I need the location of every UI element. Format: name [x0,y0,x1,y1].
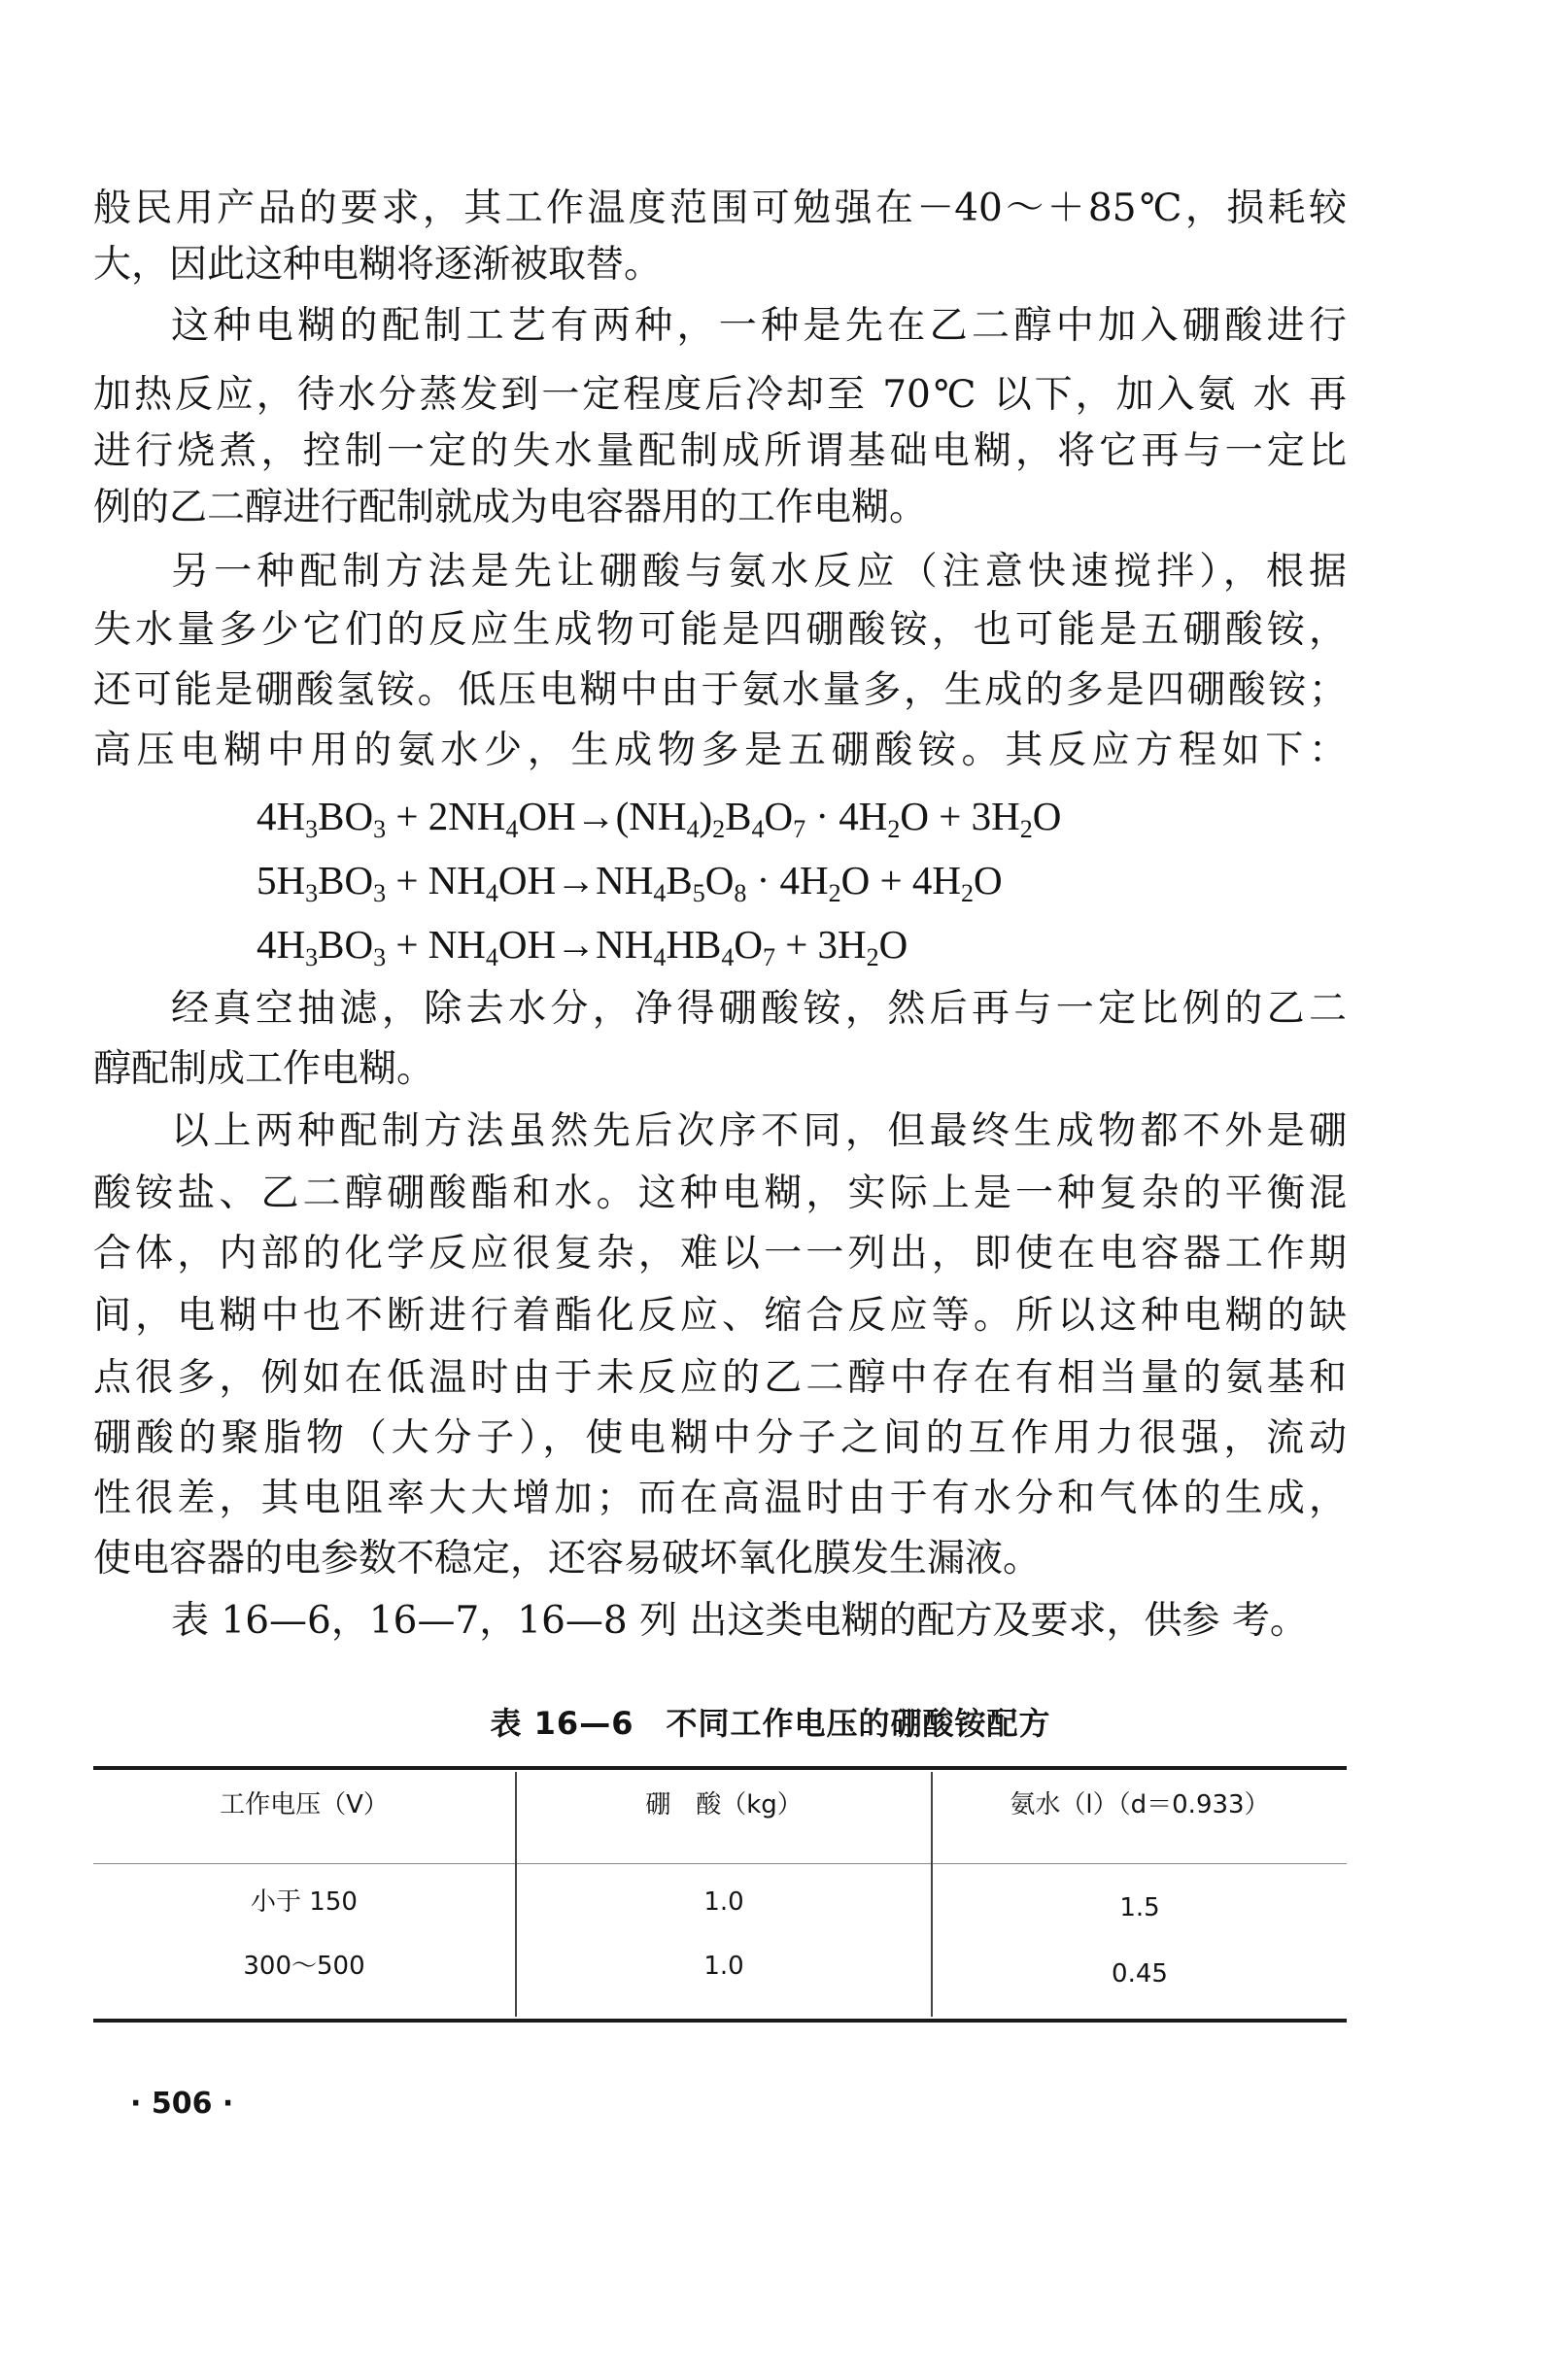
table-top-rule [93,1766,1347,1770]
text-line: 般民用产品的要求，其工作温度范围可勉强在－40～＋85℃，损耗较 [93,187,1347,230]
equation-2: $5H_3BO_3 + NH_4OH\to NH_4B_5O_8 \cdot 4H_2O + 4H_2O$ [257,858,1003,907]
text-line: 性很差，其电阻率大大增加；而在高温时由于有水分和气体的生成， [93,1477,1347,1520]
text-line: 高压电糊中用的氨水少，生成物多是五硼酸铵。其反应方程如下： [93,729,1347,772]
text-line: 合体，内部的化学反应很复杂，难以一一列出，即使在电容器工作期 [93,1232,1347,1275]
text-line: 以上两种配制方法虽然先后次序不同，但最终生成物都不外是硼 [171,1109,1347,1153]
table-cell: 1.0 [703,1887,744,1917]
table-header-boric-acid: 硼 酸（kg） [645,1790,803,1819]
table-header-ammonia: 氨水（l）（d＝0.933） [1010,1790,1270,1819]
table-cell: 300～500 [243,1952,365,1981]
table-title: 表 16—6 不同工作电压的硼酸铵配方 [490,1705,1051,1742]
text-line: 醇配制成工作电糊。 [93,1047,435,1091]
text-line: 使电容器的电参数不稳定，还容易破坏氧化膜发生漏液。 [93,1537,1042,1581]
table-cell: 0.45 [1112,1959,1168,1989]
text-line: 例的乙二醇进行配制就成为电容器用的工作电糊。 [93,486,928,529]
text-line: 进行烧煮，控制一定的失水量配制成所谓基础电糊，将它再与一定比 [93,429,1347,473]
equation-3: $4H_3BO_3 + NH_4OH\to NH_4HB_4O_7 + 3H_2O$ [257,922,908,971]
text-line: 经真空抽滤，除去水分，净得硼酸铵，然后再与一定比例的乙二 [171,987,1347,1031]
table-header-voltage: 工作电压（V） [220,1790,389,1819]
text-line: 大，因此这种电糊将逐渐被取替。 [93,243,663,287]
text-line: 表 16—6，16—7，16—8 列 出这类电糊的配方及要求，供参 考。 [171,1599,1308,1643]
text-line: 失水量多少它们的反应生成物可能是四硼酸铵，也可能是五硼酸铵， [93,608,1347,652]
text-line: 还可能是硼酸氢铵。低压电糊中由于氨水量多，生成的多是四硼酸铵； [93,668,1347,712]
table-cell: 1.0 [703,1952,744,1981]
table-header-rule [93,1863,1347,1864]
text-line: 加热反应，待水分蒸发到一定程度后冷却至 70℃ 以下，加入氨 水 再 [93,373,1347,417]
text-line: 另一种配制方法是先让硼酸与氨水反应（注意快速搅拌），根据 [171,550,1347,594]
text-line: 硼酸的聚脂物（大分子），使电糊中分子之间的互作用力很强，流动 [93,1416,1347,1460]
equation-1: $4H_3BO_3 + 2NH_4OH\to(NH_4)_2B_4O_7 \cdot 4H_2O + 3H_2O$ [257,794,1062,843]
table-cell: 小于 150 [251,1887,358,1917]
text-line: 酸铵盐、乙二醇硼酸酯和水。这种电糊，实际上是一种复杂的平衡混 [93,1172,1347,1215]
text-line: 这种电糊的配制工艺有两种，一种是先在乙二醇中加入硼酸进行 [171,304,1347,348]
text-line: 间，电糊中也不断进行着酯化反应、缩合反应等。所以这种电糊的缺 [93,1294,1347,1338]
table-bottom-rule [93,2019,1347,2023]
table-cell: 1.5 [1119,1893,1160,1922]
text-line: 点很多，例如在低温时由于未反应的乙二醇中存在有相当量的氨基和 [93,1356,1347,1400]
page-number: · 506 · [130,2087,234,2121]
